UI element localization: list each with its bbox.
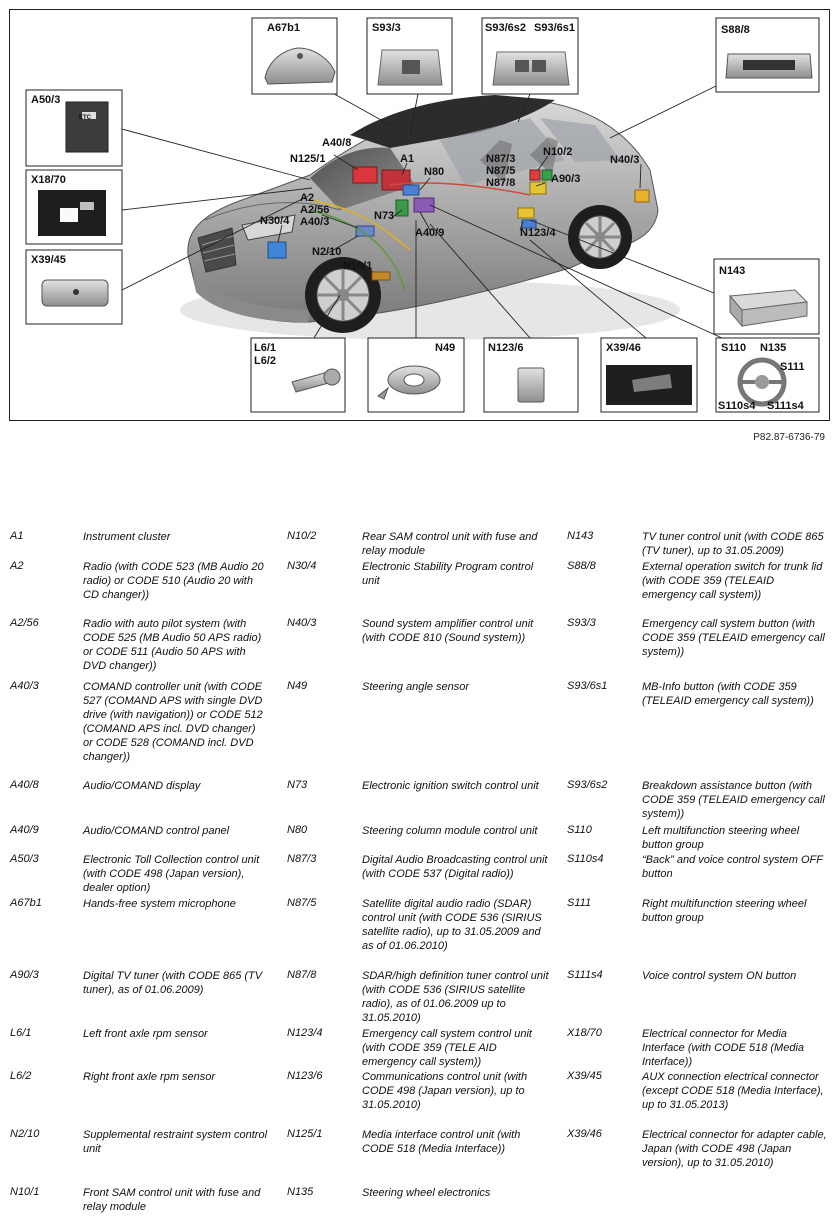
legend-description: Sound system amplifier control unit (with CODE 810 (Sound system)) bbox=[362, 618, 534, 644]
car-label-n2-10: N2/10 bbox=[312, 246, 342, 258]
callout-label-x39-46: X39/46 bbox=[606, 342, 641, 354]
legend-code: S111 bbox=[567, 897, 592, 909]
legend-description: Supplemental restraint system control unit bbox=[83, 1129, 268, 1155]
legend-code: A40/3 bbox=[10, 680, 39, 692]
callout-label-s110: S110 bbox=[721, 342, 747, 354]
legend-description: AUX connection electrical connector (except CODE 518 (Media Interface), up to 31.05.2013) bbox=[642, 1071, 824, 1111]
legend-code: A50/3 bbox=[10, 853, 39, 865]
callout-box-s93-6 bbox=[482, 18, 578, 94]
legend-description: Audio/COMAND display bbox=[83, 780, 201, 792]
legend-description: Digital TV tuner (with CODE 865 (TV tuner), as of 01.06.2009) bbox=[83, 970, 263, 996]
legend-code: A1 bbox=[10, 530, 24, 542]
legend-description: Left front axle rpm sensor bbox=[83, 1028, 208, 1040]
car-label-a2: A2 bbox=[300, 192, 315, 204]
callout-box-a67b1 bbox=[252, 18, 337, 94]
legend-code: A67b1 bbox=[10, 897, 42, 909]
callout-label-n49: N49 bbox=[435, 342, 456, 354]
legend-description: External operation switch for trunk lid (with CODE 359 (TELEAID emergency call system)) bbox=[642, 561, 823, 601]
legend-code: N135 bbox=[287, 1186, 314, 1198]
legend-description: Radio (with CODE 523 (MB Audio 20 radio) or CODE 510 (Audio 20 with CD changer)) bbox=[83, 561, 264, 601]
legend-description: Right front axle rpm sensor bbox=[83, 1071, 216, 1083]
legend-code: N2/10 bbox=[10, 1128, 40, 1140]
legend-code: N123/6 bbox=[287, 1070, 323, 1082]
legend-description: Rear SAM control unit with fuse and relay module bbox=[362, 531, 538, 557]
legend-code: N123/4 bbox=[287, 1027, 323, 1039]
legend-code: N30/4 bbox=[287, 560, 317, 572]
legend-description: Satellite digital audio radio (SDAR) control unit (with CODE 536 (SIRIUS satellite radio), up to 31.05.2009 and as of 01.06.2010) bbox=[362, 898, 542, 952]
callout-label-s110s4: S110s4 bbox=[718, 400, 756, 412]
legend-description: Hands-free system microphone bbox=[83, 898, 236, 910]
car-label-n87-5: N87/5 bbox=[486, 165, 516, 177]
callout-box-a50-3 bbox=[26, 90, 122, 166]
legend-description: Electrical connector for adapter cable, Japan (with CODE 498 (Japan version), up to 31.05.2010) bbox=[642, 1129, 827, 1169]
legend-description: Breakdown assistance button (with CODE 359 (TELEAID emergency call system)) bbox=[642, 780, 825, 820]
car-label-n80: N80 bbox=[424, 166, 445, 178]
callout-label-s93-6s1: S93/6s1 bbox=[534, 22, 575, 34]
legend-description: Electrical connector for Media Interface (with CODE 518 (Media Interface)) bbox=[642, 1028, 805, 1068]
callout-label-x39-45: X39/45 bbox=[31, 254, 66, 266]
legend-code: S93/3 bbox=[567, 617, 596, 629]
legend-description: Right multifunction steering wheel button group bbox=[642, 898, 807, 924]
legend-description: SDAR/high definition tuner control unit (with CODE 536 (SIRIUS satellite radio), as of 01.06.2009 up to 31.05.2010) bbox=[362, 970, 549, 1024]
legend-code: S111s4 bbox=[567, 969, 603, 981]
callout-box-x18-70 bbox=[26, 170, 122, 244]
callout-label-s93-6s2: S93/6s2 bbox=[485, 22, 526, 34]
legend-code: X39/45 bbox=[567, 1070, 602, 1082]
component-location-figure bbox=[9, 9, 830, 421]
legend-code: N73 bbox=[287, 779, 308, 791]
legend-code: N80 bbox=[287, 824, 308, 836]
legend-code: S110 bbox=[567, 824, 592, 836]
legend-code: A2/56 bbox=[10, 617, 39, 629]
legend-code: N125/1 bbox=[287, 1128, 323, 1140]
callout-label-l6-1: L6/1 bbox=[254, 342, 277, 354]
legend-description: Steering column module control unit bbox=[362, 825, 538, 837]
callout-label-s93-3: S93/3 bbox=[372, 22, 401, 34]
legend-description: Left multifunction steering wheel button group bbox=[642, 825, 800, 851]
callout-label-s111: S111 bbox=[780, 361, 805, 373]
car-label-n123-4: N123/4 bbox=[520, 227, 556, 239]
legend-code: N40/3 bbox=[287, 617, 317, 629]
car-label-n87-8: N87/8 bbox=[486, 177, 516, 189]
legend-description: Electronic Stability Program control unit bbox=[362, 561, 534, 587]
legend-description: “Back” and voice control system OFF button bbox=[642, 854, 823, 880]
legend-code: N87/3 bbox=[287, 853, 317, 865]
legend-code: N87/8 bbox=[287, 969, 317, 981]
legend-description: Voice control system ON button bbox=[642, 970, 797, 982]
callout-box-steering-wheel bbox=[716, 338, 819, 412]
callout-label-x18-70: X18/70 bbox=[31, 174, 66, 186]
legend-code: A90/3 bbox=[10, 969, 39, 981]
car-label-n40-3: N40/3 bbox=[610, 154, 640, 166]
car-label-a40-9: A40/9 bbox=[415, 227, 445, 239]
callout-label-n135: N135 bbox=[760, 342, 787, 354]
legend-code: S110s4 bbox=[567, 853, 604, 865]
figure-canvas bbox=[10, 10, 829, 420]
legend-code: S88/8 bbox=[567, 560, 596, 572]
car-label-n73: N73 bbox=[374, 210, 395, 222]
legend-code: S93/6s1 bbox=[567, 680, 608, 692]
legend-description: Emergency call system control unit (with CODE 359 (TELE AID emergency call system)) bbox=[362, 1028, 532, 1068]
legend-description: TV tuner control unit (with CODE 865 (TV tuner), up to 31.05.2009) bbox=[642, 531, 824, 557]
legend-description: COMAND controller unit (with CODE 527 (COMAND APS with single DVD drive (with navigation)) or CODE 512 (COMAND APS incl. DVD changer) or CODE 528 (COMAND incl. DVD changer)) bbox=[83, 681, 263, 763]
legend-description: Instrument cluster bbox=[83, 531, 171, 543]
callout-label-l6-2: L6/2 bbox=[254, 355, 277, 367]
legend-description: Media interface control unit (with CODE 518 (Media Interface)) bbox=[362, 1129, 521, 1155]
legend-code: N143 bbox=[567, 530, 594, 542]
legend-code: N10/2 bbox=[287, 530, 317, 542]
legend-code: N10/1 bbox=[10, 1186, 40, 1198]
car-label-n10-2: N10/2 bbox=[543, 146, 573, 158]
car-label-a1: A1 bbox=[400, 153, 415, 165]
car-label-n30-4: N30/4 bbox=[260, 215, 290, 227]
legend-description: Audio/COMAND control panel bbox=[83, 825, 230, 837]
callout-box-s93-3 bbox=[367, 18, 452, 94]
legend-description: MB-Info button (with CODE 359 (TELEAID emergency call system)) bbox=[642, 681, 814, 707]
legend-code: A40/9 bbox=[10, 824, 39, 836]
legend-code: N87/5 bbox=[287, 897, 317, 909]
legend-code: N49 bbox=[287, 680, 308, 692]
legend-code: S93/6s2 bbox=[567, 779, 608, 791]
legend-code: X39/46 bbox=[567, 1128, 602, 1140]
legend-code: L6/2 bbox=[10, 1070, 32, 1082]
car-label-a2-56: A2/56 bbox=[300, 204, 330, 216]
car-label-a90-3: A90/3 bbox=[551, 173, 581, 185]
legend-description: Steering angle sensor bbox=[362, 681, 470, 693]
callout-label-n143: N143 bbox=[719, 265, 746, 277]
callout-box-n143 bbox=[714, 259, 819, 334]
car-label-n10-1: N10/1 bbox=[343, 260, 373, 272]
etc-logo-text: ETC bbox=[79, 115, 91, 121]
legend-description: Emergency call system button (with CODE 359 (TELEAID emergency call system)) bbox=[642, 618, 825, 658]
callout-box-n49 bbox=[368, 338, 464, 412]
legend-description: Digital Audio Broadcasting control unit (with CODE 537 (Digital radio)) bbox=[362, 854, 548, 880]
legend-code: L6/1 bbox=[10, 1027, 32, 1039]
legend-description: Front SAM control unit with fuse and relay module bbox=[83, 1187, 261, 1213]
car-label-a40-8: A40/8 bbox=[322, 137, 352, 149]
legend-description: Radio with auto pilot system (with CODE 525 (MB Audio 50 APS radio) or CODE 511 (Audio 50 APS with DVD changer)) bbox=[83, 618, 262, 672]
callout-label-n123-6: N123/6 bbox=[488, 342, 524, 354]
legend-code: A2 bbox=[10, 560, 24, 572]
callout-box-s88-8 bbox=[716, 18, 819, 92]
callout-label-s88-8: S88/8 bbox=[721, 24, 750, 36]
figure-reference-number: P82.87-6736-79 bbox=[753, 432, 825, 443]
legend-description: Electronic ignition switch control unit bbox=[362, 780, 539, 792]
rear-wheel bbox=[568, 205, 632, 269]
callout-box-x39-45 bbox=[26, 250, 122, 324]
legend-description: Electronic Toll Collection control unit (with CODE 498 (Japan version), dealer option) bbox=[83, 854, 260, 894]
callout-label-s111s4: S111s4 bbox=[767, 400, 804, 412]
legend-code: X18/70 bbox=[567, 1027, 602, 1039]
legend-description: Steering wheel electronics bbox=[362, 1187, 491, 1199]
callout-label-a50-3: A50/3 bbox=[31, 94, 61, 106]
car-label-n125-1: N125/1 bbox=[290, 153, 326, 165]
callout-box-l6 bbox=[251, 338, 345, 412]
callout-label-a67b1: A67b1 bbox=[267, 22, 301, 34]
car-label-n87-3: N87/3 bbox=[486, 153, 516, 165]
legend-description: Communications control unit (with CODE 498 (Japan version), up to 31.05.2010) bbox=[362, 1071, 528, 1111]
legend-code: A40/8 bbox=[10, 779, 39, 791]
callout-box-n123-6 bbox=[484, 338, 578, 412]
car-label-a40-3: A40/3 bbox=[300, 216, 330, 228]
callout-box-x39-46 bbox=[601, 338, 697, 412]
